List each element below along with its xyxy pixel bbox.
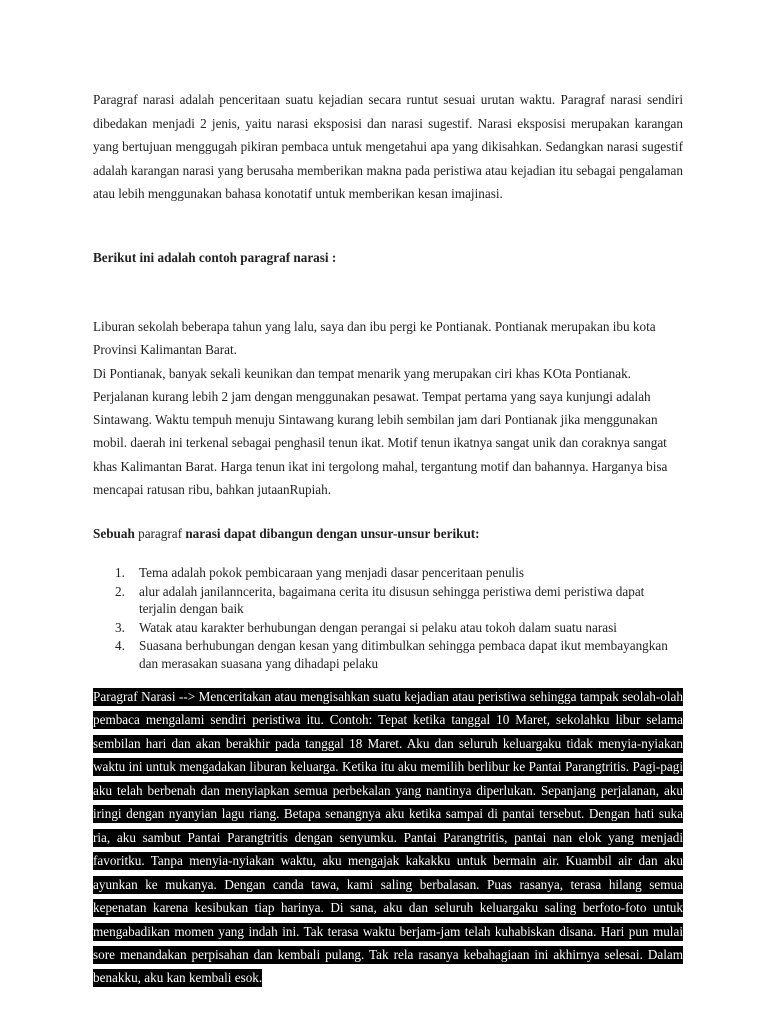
elements-heading-normal: paragraf <box>134 526 186 541</box>
list-item-number: 1. <box>115 565 125 580</box>
list-item-text: alur adalah janilanncerita, bagaimana cerita itu disusun sehingga peristiwa demi peristiwa dapat terjalin dengan baik <box>139 583 645 616</box>
elements-list <box>93 564 683 673</box>
list-item <box>93 564 683 582</box>
elements-heading-bold-start: Sebuah <box>93 526 135 541</box>
list-item <box>93 583 683 618</box>
intro-paragraph: Paragraf narasi adalah penceritaan suatu kejadian secara runtut sesuai urutan waktu. Paragraf narasi sendiri dibedakan menjadi 2 jenis, yaitu narasi eksposisi dan narasi sugestif. Narasi eksposisi merupakan karangan yang bertujuan menggugah pikiran pembaca untuk mengetahui apa yang dikisahkan. Sedangkan narasi sugestif adalah karangan narasi yang berusaha memberikan makna pada peristiwa atau kejadian itu sebagai pengalaman atau lebih menggunakan bahasa konotatif untuk memberikan kesan imajinasi. <box>93 92 683 201</box>
list-item-number: 4. <box>115 638 125 653</box>
list-item <box>93 637 683 672</box>
story-line-2: Di Pontianak, banyak sekali keunikan dan tempat menarik yang merupakan ciri khas KOta Pontianak. Perjalanan kurang lebih 2 jam dengan menggunakan pesawat. Tempat pertama yang saya kunjungi adalah Sintawang. Waktu tempuh menuju Sintawang kurang lebih sembilan jam dari Pontianak jika menggunakan mobil. daerah ini terkenal sebagai penghasil tenun ikat. Motif tenun ikatnya sangat unik dan coraknya sangat khas Kalimantan Barat. Harga tenun ikat ini tergolong mahal, tergantung motif dan bahannya. Harganya bisa mencapai ratusan ribu, bahkan jutaanRupiah. <box>93 365 668 498</box>
list-item-text: Watak atau karakter berhubungan dengan perangai si pelaku atau tokoh dalam suatu narasi <box>139 619 617 635</box>
highlighted-text[interactable]: Paragraf Narasi --> Menceritakan atau mengisahkan suatu kejadian atau peristiwa sehingga tampak seolah-olah pembaca mengalami sendiri peristiwa itu. Contoh: Tepat ketika tanggal 10 Maret, sekolahku libur selama sembilan hari dan akan berakhir pada tanggal 18 Maret. Aku dan seluruh keluargaku tidak menyia-nyiakan waktu ini untuk mengadakan liburan keluarga. Ketika itu aku memilih berlibur ke Pantai Parangtritis. Pagi-pagi aku telah berbenah dan menyiapkan semua perbekalan yang nantinya diperlukan. Sepanjang perjalanan, aku iringi dengan nyanyian lagu riang. Betapa senangnya aku ketika sampai di pantai tersebut. Dengan hati suka ria, aku sambut Pantai Parangtritis dengan senyumku. Pantai Parangtritis, pantai nan elok yang menjadi favoritku. Tanpa menyia-nyiakan waktu, aku mengajak kakakku untuk bermain air. Kuambil air dan aku ayunkan ke mukanya. Dengan canda tawa, kami saling berbalasan. Puas rasanya, terasa hilang semua kepenatan karena kesibukan tiap harinya. Di sana, aku dan seluruh keluargaku saling berfoto-foto untuk mengabadikan momen yang indah ini. Tak terasa waktu berjam-jam telah kuhabiskan disana. Hari pun mulai sore menandakan perpisahan dan kembali pulang. Tak rela rasanya kebahagiaan ini akhirnya selesai. Dalam benakku, aku kan kembali esok. <box>93 689 683 986</box>
story-line-1: Liburan sekolah beberapa tahun yang lalu, saya dan ibu pergi ke Pontianak. Pontianak merupakan ibu kota Provinsi Kalimantan Barat. <box>93 319 656 358</box>
example-story <box>93 315 683 501</box>
highlighted-paragraph <box>93 685 683 990</box>
example-heading: Berikut ini adalah contoh paragraf narasi : <box>93 250 337 265</box>
elements-heading <box>93 526 480 542</box>
list-item-text: Tema adalah pokok pembicaraan yang menjadi dasar penceritaan penulis <box>139 565 525 580</box>
list-item-number: 2. <box>115 583 125 599</box>
document-page <box>93 88 683 986</box>
elements-heading-bold-end: narasi dapat dibangun dengan unsur-unsur berikut: <box>185 526 480 541</box>
list-item <box>93 619 683 637</box>
list-item-text: Suasana berhubungan dengan kesan yang ditimbulkan sehingga pembaca dapat ikut membayangkan dan merasakan suasana yang dihadapi pelaku <box>139 638 668 671</box>
list-item-number: 3. <box>115 619 125 635</box>
